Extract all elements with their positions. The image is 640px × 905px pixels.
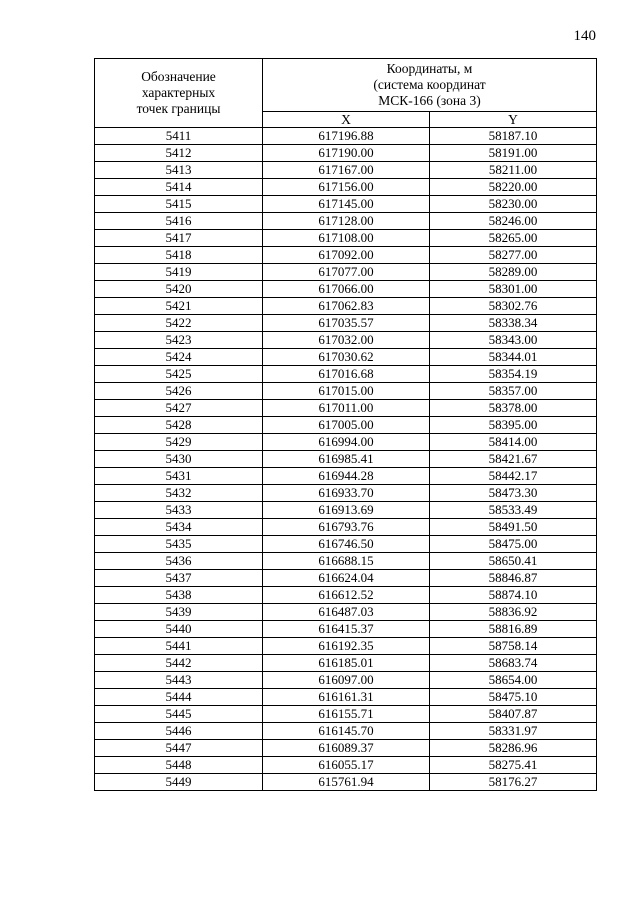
table-row bbox=[95, 366, 597, 383]
y-coordinate-cell: 58289.00 bbox=[430, 264, 597, 281]
table-row bbox=[95, 213, 597, 230]
y-coordinate-cell: 58421.67 bbox=[430, 451, 597, 468]
table-row bbox=[95, 468, 597, 485]
x-coordinate-cell: 617108.00 bbox=[263, 230, 430, 247]
table-body bbox=[95, 128, 597, 791]
table-row bbox=[95, 451, 597, 468]
y-coordinate-cell: 58331.97 bbox=[430, 723, 597, 740]
point-cell: 5423 bbox=[95, 332, 263, 349]
x-coordinate-cell: 617156.00 bbox=[263, 179, 430, 196]
table-row bbox=[95, 706, 597, 723]
y-coordinate-cell: 58758.14 bbox=[430, 638, 597, 655]
table-row bbox=[95, 179, 597, 196]
y-coordinate-cell: 58816.89 bbox=[430, 621, 597, 638]
x-coordinate-cell: 617015.00 bbox=[263, 383, 430, 400]
point-cell: 5411 bbox=[95, 128, 263, 145]
point-cell: 5437 bbox=[95, 570, 263, 587]
x-coordinate-cell: 616055.17 bbox=[263, 757, 430, 774]
table-row bbox=[95, 570, 597, 587]
x-coordinate-cell: 617032.00 bbox=[263, 332, 430, 349]
table-row bbox=[95, 689, 597, 706]
point-cell: 5421 bbox=[95, 298, 263, 315]
table-row bbox=[95, 145, 597, 162]
table-row bbox=[95, 349, 597, 366]
point-cell: 5433 bbox=[95, 502, 263, 519]
point-cell: 5439 bbox=[95, 604, 263, 621]
point-cell: 5416 bbox=[95, 213, 263, 230]
table-row bbox=[95, 757, 597, 774]
coordinates-column-header bbox=[263, 59, 597, 112]
x-coordinate-cell: 615761.94 bbox=[263, 774, 430, 791]
y-coordinate-cell: 58265.00 bbox=[430, 230, 597, 247]
x-column-header: X bbox=[263, 112, 430, 128]
y-coordinate-cell: 58275.41 bbox=[430, 757, 597, 774]
table-row bbox=[95, 332, 597, 349]
table-row bbox=[95, 298, 597, 315]
point-cell: 5425 bbox=[95, 366, 263, 383]
x-coordinate-cell: 616985.41 bbox=[263, 451, 430, 468]
point-cell: 5444 bbox=[95, 689, 263, 706]
y-coordinate-cell: 58230.00 bbox=[430, 196, 597, 213]
table-row bbox=[95, 196, 597, 213]
table-row bbox=[95, 604, 597, 621]
point-cell: 5412 bbox=[95, 145, 263, 162]
table-row bbox=[95, 536, 597, 553]
table-row bbox=[95, 383, 597, 400]
table-row bbox=[95, 519, 597, 536]
point-cell: 5449 bbox=[95, 774, 263, 791]
point-cell: 5426 bbox=[95, 383, 263, 400]
table-row bbox=[95, 230, 597, 247]
point-header-line: Обозначение bbox=[141, 69, 216, 84]
y-coordinate-cell: 58286.96 bbox=[430, 740, 597, 757]
point-header-line: характерных bbox=[141, 85, 216, 100]
coords-header-line: МСК-166 (зона 3) bbox=[378, 93, 481, 108]
point-cell: 5448 bbox=[95, 757, 263, 774]
page-number: 140 bbox=[573, 28, 596, 44]
point-cell: 5427 bbox=[95, 400, 263, 417]
point-cell: 5441 bbox=[95, 638, 263, 655]
point-cell: 5428 bbox=[95, 417, 263, 434]
point-cell: 5420 bbox=[95, 281, 263, 298]
y-coordinate-cell: 58654.00 bbox=[430, 672, 597, 689]
table-row bbox=[95, 621, 597, 638]
point-cell: 5430 bbox=[95, 451, 263, 468]
x-coordinate-cell: 617092.00 bbox=[263, 247, 430, 264]
table-row bbox=[95, 485, 597, 502]
coords-header-line: (система координат bbox=[373, 77, 486, 92]
table-row bbox=[95, 740, 597, 757]
coordinates-table bbox=[94, 58, 597, 791]
point-header-line: точек границы bbox=[136, 101, 221, 116]
y-coordinate-cell: 58683.74 bbox=[430, 655, 597, 672]
y-coordinate-cell: 58491.50 bbox=[430, 519, 597, 536]
point-cell: 5414 bbox=[95, 179, 263, 196]
table-row bbox=[95, 128, 597, 145]
point-cell: 5435 bbox=[95, 536, 263, 553]
x-coordinate-cell: 617005.00 bbox=[263, 417, 430, 434]
y-coordinate-cell: 58442.17 bbox=[430, 468, 597, 485]
x-coordinate-cell: 616185.01 bbox=[263, 655, 430, 672]
x-coordinate-cell: 616415.37 bbox=[263, 621, 430, 638]
x-coordinate-cell: 617030.62 bbox=[263, 349, 430, 366]
table-row bbox=[95, 162, 597, 179]
table-row bbox=[95, 315, 597, 332]
x-coordinate-cell: 617066.00 bbox=[263, 281, 430, 298]
table-row bbox=[95, 434, 597, 451]
point-cell: 5417 bbox=[95, 230, 263, 247]
y-coordinate-cell: 58475.00 bbox=[430, 536, 597, 553]
y-coordinate-cell: 58874.10 bbox=[430, 587, 597, 604]
x-coordinate-cell: 616746.50 bbox=[263, 536, 430, 553]
x-coordinate-cell: 617196.88 bbox=[263, 128, 430, 145]
table-row bbox=[95, 247, 597, 264]
table-row bbox=[95, 774, 597, 791]
y-coordinate-cell: 58211.00 bbox=[430, 162, 597, 179]
y-coordinate-cell: 58650.41 bbox=[430, 553, 597, 570]
table-row bbox=[95, 655, 597, 672]
y-coordinate-cell: 58220.00 bbox=[430, 179, 597, 196]
x-coordinate-cell: 617035.57 bbox=[263, 315, 430, 332]
x-coordinate-cell: 617077.00 bbox=[263, 264, 430, 281]
point-cell: 5422 bbox=[95, 315, 263, 332]
y-coordinate-cell: 58277.00 bbox=[430, 247, 597, 264]
table-row bbox=[95, 417, 597, 434]
y-coordinate-cell: 58338.34 bbox=[430, 315, 597, 332]
table-row bbox=[95, 502, 597, 519]
y-coordinate-cell: 58344.01 bbox=[430, 349, 597, 366]
y-coordinate-cell: 58378.00 bbox=[430, 400, 597, 417]
point-cell: 5447 bbox=[95, 740, 263, 757]
y-coordinate-cell: 58533.49 bbox=[430, 502, 597, 519]
y-coordinate-cell: 58414.00 bbox=[430, 434, 597, 451]
point-cell: 5436 bbox=[95, 553, 263, 570]
table-row bbox=[95, 553, 597, 570]
x-coordinate-cell: 616089.37 bbox=[263, 740, 430, 757]
point-cell: 5431 bbox=[95, 468, 263, 485]
x-coordinate-cell: 617145.00 bbox=[263, 196, 430, 213]
x-coordinate-cell: 617167.00 bbox=[263, 162, 430, 179]
point-cell: 5419 bbox=[95, 264, 263, 281]
y-coordinate-cell: 58407.87 bbox=[430, 706, 597, 723]
x-coordinate-cell: 617011.00 bbox=[263, 400, 430, 417]
point-cell: 5418 bbox=[95, 247, 263, 264]
x-coordinate-cell: 616612.52 bbox=[263, 587, 430, 604]
coords-header-line: Координаты, м bbox=[386, 61, 473, 76]
x-coordinate-cell: 616097.00 bbox=[263, 672, 430, 689]
x-coordinate-cell: 616624.04 bbox=[263, 570, 430, 587]
x-coordinate-cell: 616793.76 bbox=[263, 519, 430, 536]
y-coordinate-cell: 58846.87 bbox=[430, 570, 597, 587]
point-cell: 5415 bbox=[95, 196, 263, 213]
x-coordinate-cell: 617062.83 bbox=[263, 298, 430, 315]
y-coordinate-cell: 58395.00 bbox=[430, 417, 597, 434]
x-coordinate-cell: 616933.70 bbox=[263, 485, 430, 502]
point-cell: 5424 bbox=[95, 349, 263, 366]
point-cell: 5434 bbox=[95, 519, 263, 536]
x-coordinate-cell: 616688.15 bbox=[263, 553, 430, 570]
point-column-header bbox=[95, 59, 263, 128]
table-row bbox=[95, 672, 597, 689]
y-coordinate-cell: 58187.10 bbox=[430, 128, 597, 145]
x-coordinate-cell: 616145.70 bbox=[263, 723, 430, 740]
x-coordinate-cell: 616913.69 bbox=[263, 502, 430, 519]
table-row bbox=[95, 264, 597, 281]
x-coordinate-cell: 617016.68 bbox=[263, 366, 430, 383]
point-cell: 5445 bbox=[95, 706, 263, 723]
table-row bbox=[95, 281, 597, 298]
y-coordinate-cell: 58475.10 bbox=[430, 689, 597, 706]
x-coordinate-cell: 616994.00 bbox=[263, 434, 430, 451]
x-coordinate-cell: 617190.00 bbox=[263, 145, 430, 162]
y-coordinate-cell: 58301.00 bbox=[430, 281, 597, 298]
point-cell: 5446 bbox=[95, 723, 263, 740]
y-coordinate-cell: 58302.76 bbox=[430, 298, 597, 315]
table-header bbox=[95, 59, 597, 128]
y-coordinate-cell: 58836.92 bbox=[430, 604, 597, 621]
point-cell: 5440 bbox=[95, 621, 263, 638]
y-column-header: Y bbox=[430, 112, 597, 128]
y-coordinate-cell: 58357.00 bbox=[430, 383, 597, 400]
point-cell: 5442 bbox=[95, 655, 263, 672]
x-coordinate-cell: 616161.31 bbox=[263, 689, 430, 706]
y-coordinate-cell: 58246.00 bbox=[430, 213, 597, 230]
point-cell: 5413 bbox=[95, 162, 263, 179]
table-row bbox=[95, 400, 597, 417]
table-row bbox=[95, 723, 597, 740]
y-coordinate-cell: 58354.19 bbox=[430, 366, 597, 383]
x-coordinate-cell: 616487.03 bbox=[263, 604, 430, 621]
y-coordinate-cell: 58473.30 bbox=[430, 485, 597, 502]
x-coordinate-cell: 616944.28 bbox=[263, 468, 430, 485]
table-row bbox=[95, 587, 597, 604]
table-row bbox=[95, 638, 597, 655]
y-coordinate-cell: 58343.00 bbox=[430, 332, 597, 349]
point-cell: 5432 bbox=[95, 485, 263, 502]
x-coordinate-cell: 617128.00 bbox=[263, 213, 430, 230]
y-coordinate-cell: 58176.27 bbox=[430, 774, 597, 791]
y-coordinate-cell: 58191.00 bbox=[430, 145, 597, 162]
x-coordinate-cell: 616155.71 bbox=[263, 706, 430, 723]
point-cell: 5438 bbox=[95, 587, 263, 604]
point-cell: 5429 bbox=[95, 434, 263, 451]
x-coordinate-cell: 616192.35 bbox=[263, 638, 430, 655]
point-cell: 5443 bbox=[95, 672, 263, 689]
